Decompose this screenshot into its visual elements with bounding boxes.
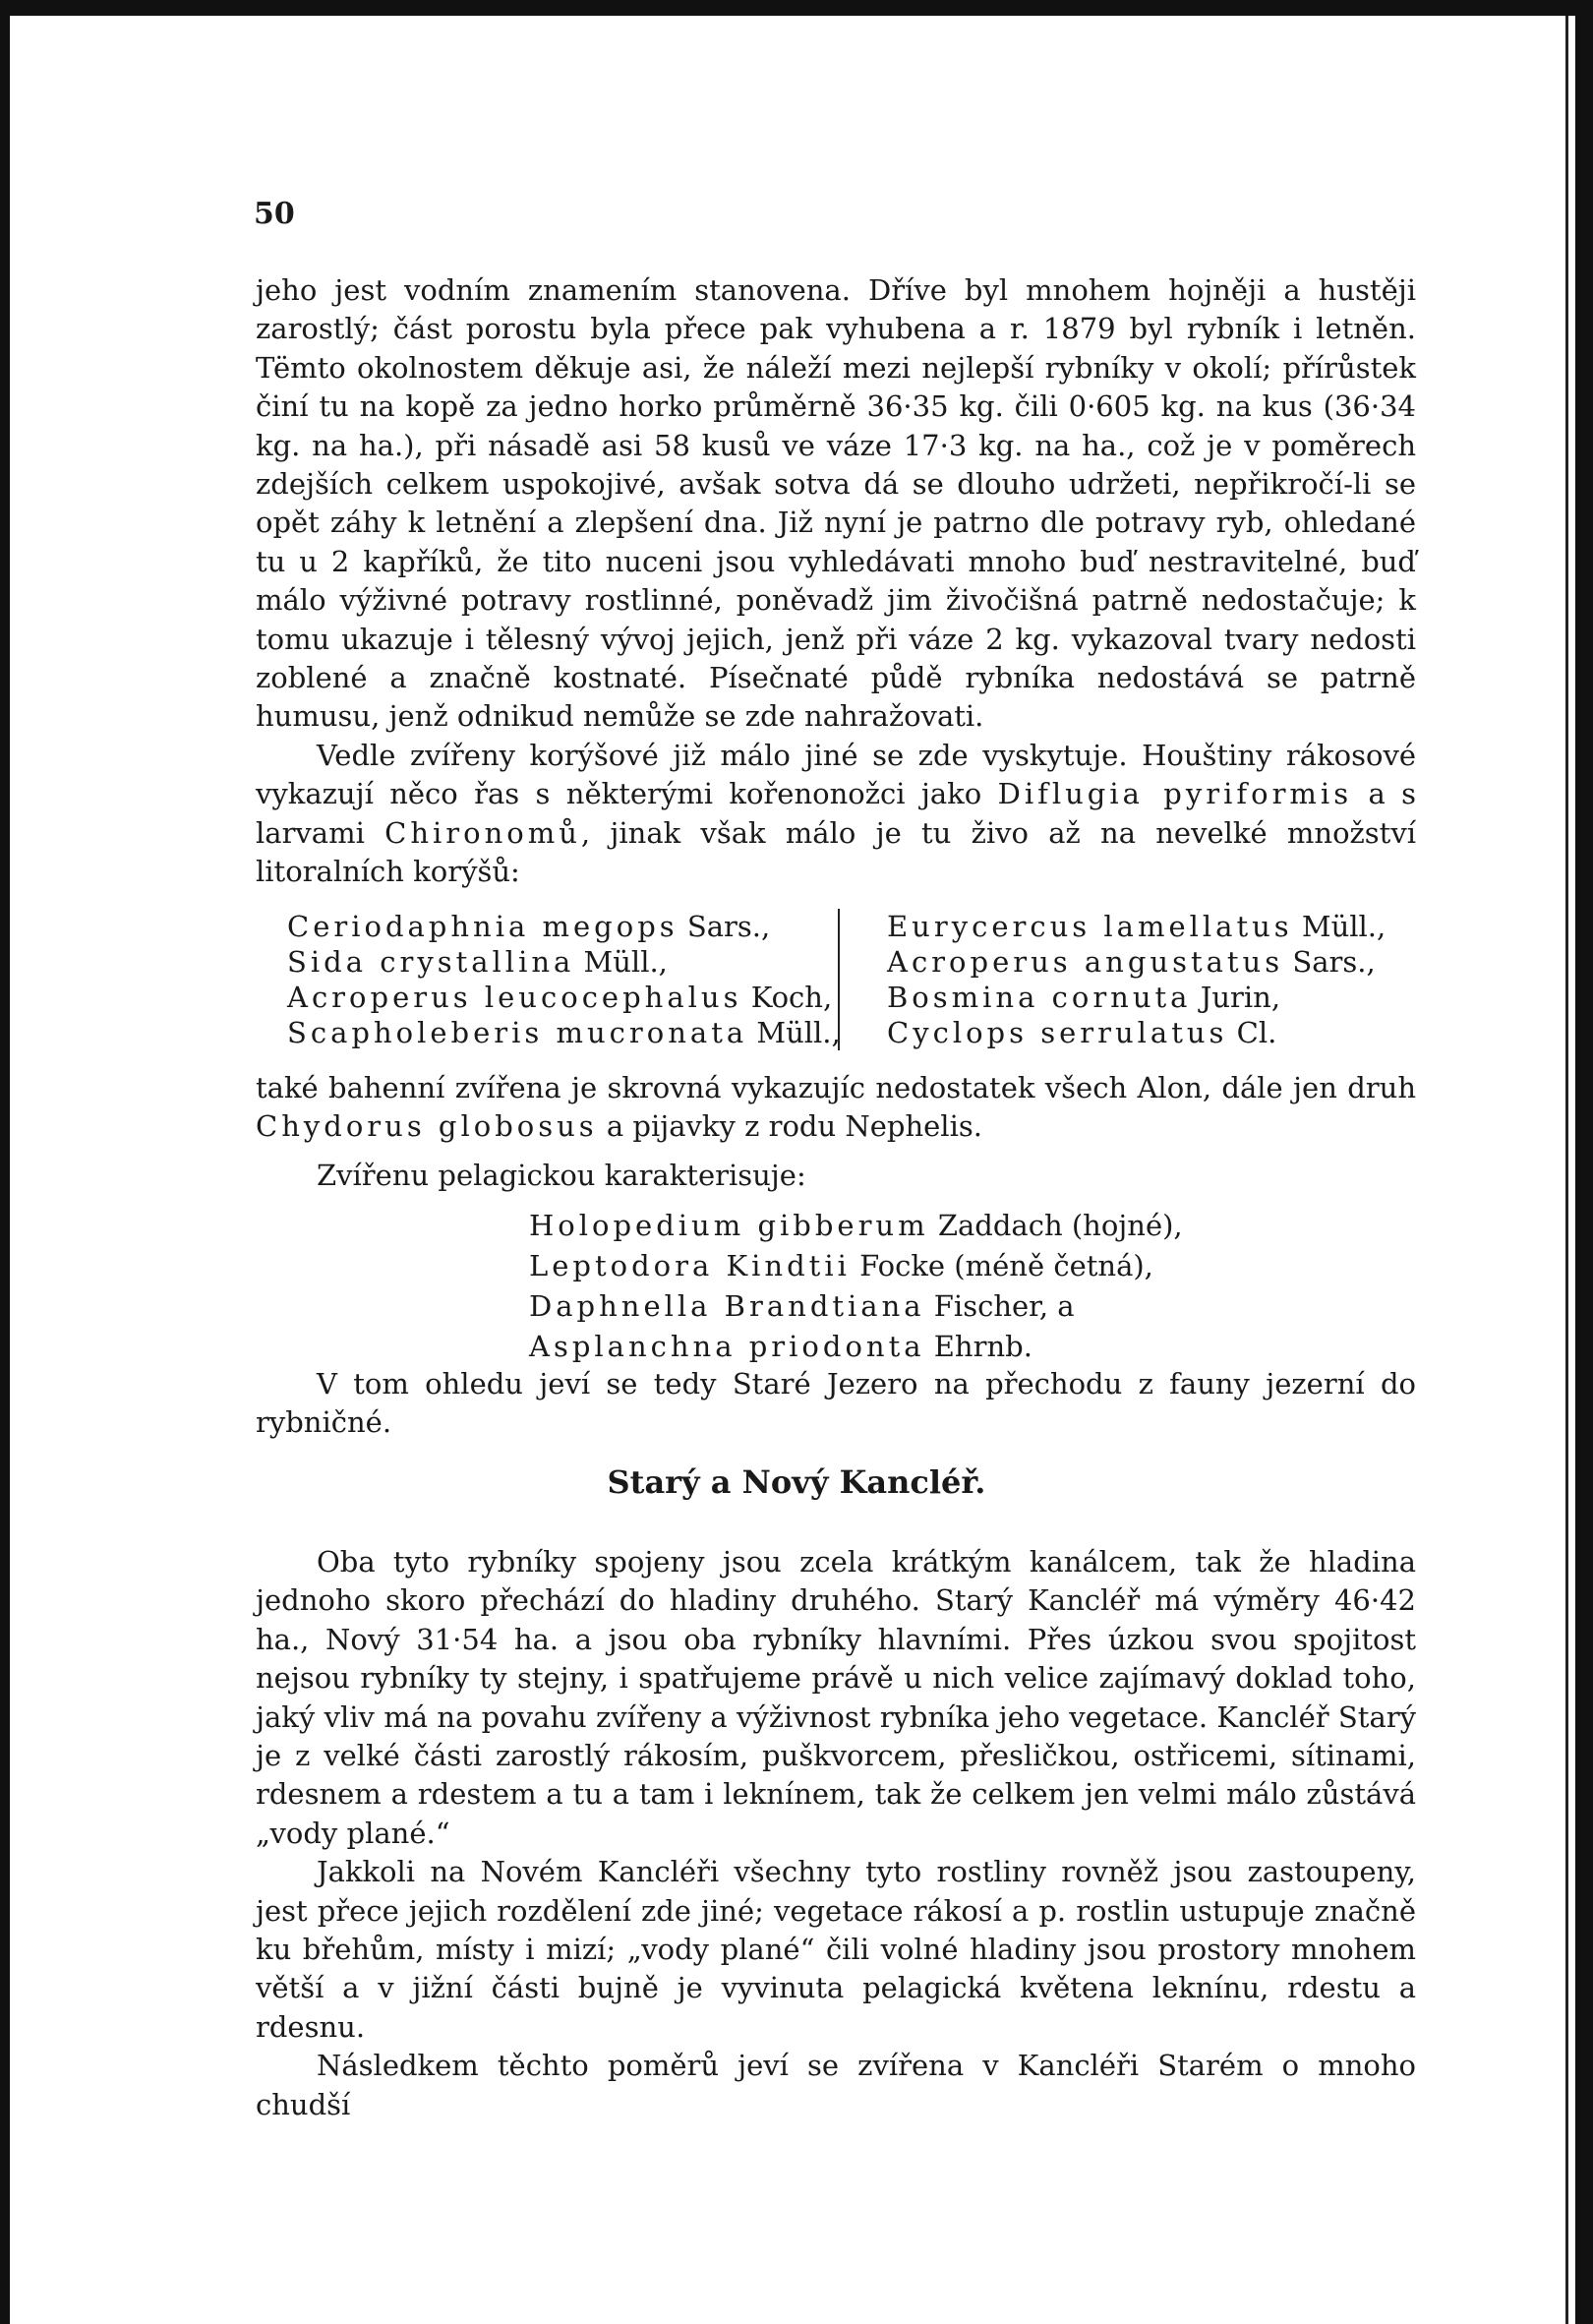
paragraph-6: Jakkoli na Novém Kancléři všechny tyto rostliny rovněž jsou zastoupeny, jest přece jejich rozdělení zde jiné; vegetace rákosí a p. rostlin ustupuje značně ku břehům, místy i mizí; „vody plané“ čili volné hladiny jsou prostory mnohem větší a v jižní části bujně je vyvinuta pelagická květena leknínu, rdestu a rdesnu. <box>256 1855 1416 2044</box>
scan-border-right <box>1575 0 1593 2324</box>
scan-border-left <box>0 0 10 2324</box>
paragraph-1-block <box>256 271 1416 892</box>
page-number: 50 <box>254 197 295 231</box>
paragraph-3-block <box>256 1069 1416 1195</box>
species-item: Bosmina cornuta Jurin, <box>887 981 1281 1014</box>
species-item: Leptodora Kindtii Focke (méně četná), <box>529 1249 1153 1282</box>
species-diflugia: Diflugia pyriformis <box>997 777 1353 811</box>
species-column-right <box>838 909 1408 1050</box>
paragraph-4: V tom ohledu jeví se tedy Staré Jezero na přechodu z fauny jezerní do rybničné. <box>256 1367 1416 1440</box>
section-body <box>256 1543 1416 2124</box>
species-item: Daphnella Brandtiana Fischer, a <box>529 1289 1075 1323</box>
species-item: Holopedium gibberum Zaddach (hojné), <box>529 1209 1183 1242</box>
species-item: Acroperus angustatus Sars., <box>887 945 1376 979</box>
pelagic-intro: Zvířenu pelagickou karakterisuje: <box>317 1158 806 1192</box>
litoral-species-table <box>287 909 1408 1050</box>
species-item: Sida crystallina Müll., <box>287 945 668 979</box>
scan-border-top <box>0 0 1593 16</box>
species-item: Eurycercus lamellatus Müll., <box>887 910 1386 943</box>
section-heading: Starý a Nový Kancléř. <box>607 1463 986 1501</box>
paragraph-3: také bahenní zvířena je skrovná vykazujíc nedostatek všech Alon, dále jen druh Chydorus globosus a pijavky z rodu Nephelis. <box>256 1071 1416 1144</box>
species-chydorus: Chydorus globosus <box>256 1109 598 1144</box>
species-item: Asplanchna priodonta Ehrnb. <box>529 1330 1032 1363</box>
paragraph-1: jeho jest vodním znamením stanovena. Dříve byl mnohem hojněji a hustěji zarostlý; část porostu byla přece pak vyhubena a r. 1879 byl rybník i letněn. Tëmto okolnostem děkuje asi, že náleží mezi nejlepší rybníky v okolí; přírůstek činí tu na kopě za jedno horko průměrně 36·35 kg. čili 0·605 kg. na kus (36·34 kg. na ha.), při násadě asi 58 kusů ve váze 17·3 kg. na ha., což je v poměrech zdejších celkem uspokojivé, avšak sotva dá se dlouho udržeti, nepřikročí-li se opět záhy k letnění a zlepšení dna. Již nyní je patrno dle potravy ryb, ohledané tu u 2 kapříků, že tito nuceni jsou vyhledávati mnoho buď nestravitelné, buď málo výživné potravy rostlinné, poněvadž jim živočišná patrně nedostačuje; k tomu ukazuje i tělesný vývoj jejich, jenž při váze 2 kg. vykazoval tvary nedosti zoblené a značně kostnaté. Písečnaté půdě rybníka nedostává se patrně humusu, jenž odnikud nemůže se zde nahražovati. <box>256 273 1416 734</box>
species-column-left <box>287 909 841 1050</box>
species-item: Scapholeberis mucronata Müll., <box>287 1016 841 1049</box>
paragraph-5: Oba tyto rybníky spojeny jsou zcela krátkým kanálcem, tak že hladina jednoho skoro přechází do hladiny druhého. Starý Kancléř má výměry 46·42 ha., Nový 31·54 ha. a jsou oba rybníky hlavními. Přes úzkou svou spojitost nejsou rybníky ty stejny, i spatřujeme právě u nich velice zajímavý doklad toho, jaký vliv má na povahu zvířeny a výživnost rybníka jeho vegetace. Kancléř Starý je z velké části zarostlý rákosím, puškvorcem, přesličkou, ostřicemi, sítinami, rdesnem a rdestem a tu a tam i leknínem, tak že celkem jen velmi málo zůstává „vody plané.“ <box>256 1545 1416 1850</box>
pelagic-species-list <box>529 1206 1414 1367</box>
species-item: Ceriodaphnia megops Sars., <box>287 910 771 943</box>
species-item: Acroperus leucocephalus Koch, <box>287 981 833 1014</box>
paragraph-2: Vedle zvířeny korýšové již málo jiné se zde vyskytuje. Houštiny rákosové vykazují něco řas s některými kořenonožci jako Diflugia pyriformis a s larvami Chironomů, jinak však málo je tu živo až na nevelké množství litoralních korýšů: <box>256 738 1417 889</box>
paragraph-7: Následkem těchto poměrů jeví se zvířena v Kancléři Starém o mnoho chudší <box>256 2049 1416 2121</box>
scan-border-right-line <box>1565 16 1568 2324</box>
species-item: Cyclops serrulatus Cl. <box>887 1016 1277 1049</box>
species-chironomus: Chironomů <box>384 815 581 850</box>
paragraph-4-block <box>256 1365 1416 1443</box>
